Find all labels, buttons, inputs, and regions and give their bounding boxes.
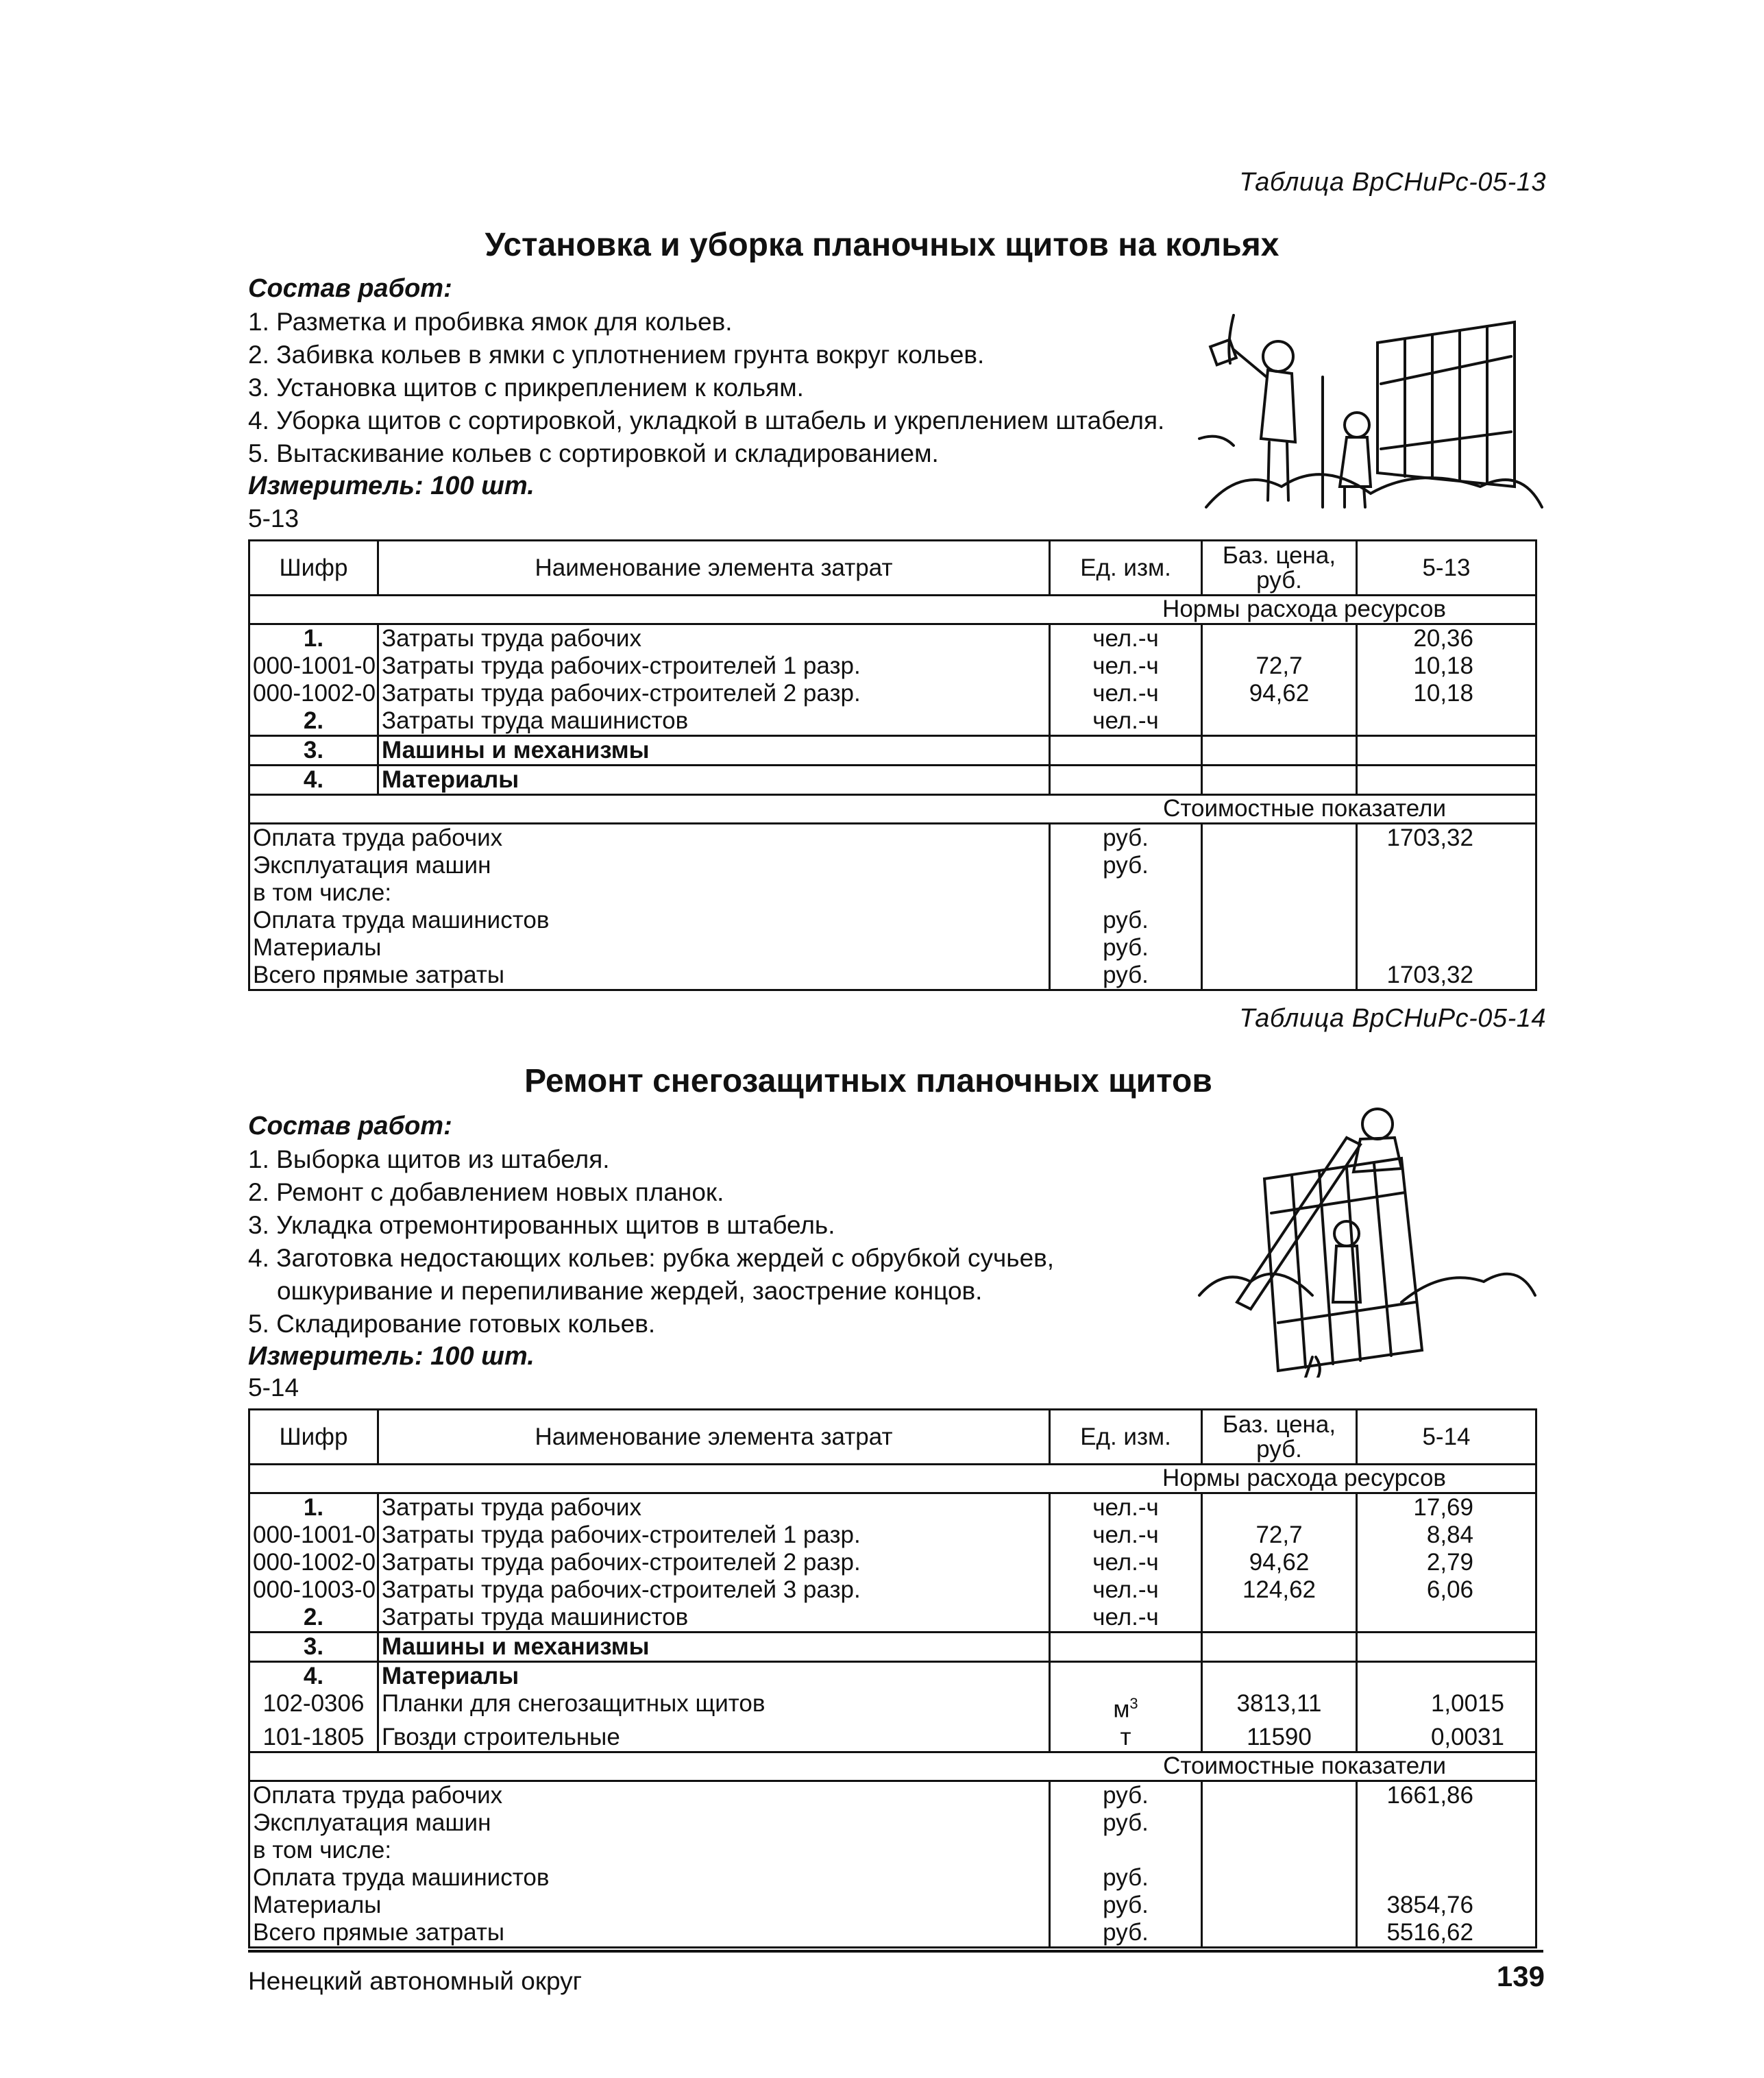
norms-table [248, 539, 1537, 991]
work-item: 1. Разметка и пробивка ямок для кольев. [248, 308, 733, 336]
cost-row: в том числе: [249, 879, 1536, 907]
work-item: 2. Забивка кольев в ямки с уплотнением грунта вокруг кольев. [248, 341, 985, 369]
cost-row: Эксплуатация машин руб. [249, 1809, 1536, 1837]
work-item: 4. Уборка щитов с сортировкой, укладкой в штабель и укреплением штабеля. [248, 406, 1165, 435]
header-code: Шифр [249, 1410, 378, 1465]
footer-divider [248, 1950, 1543, 1953]
cost-row: Эксплуатация машин руб. [249, 852, 1536, 879]
cost-band: Стоимостные показатели [249, 1752, 1536, 1781]
table-reference: Таблица ВрСНиРс-05-14 [1239, 1004, 1546, 1033]
norms-band: Нормы расхода ресурсов [249, 1465, 1536, 1493]
machines-row: 3. Машины и механизмы [249, 736, 1536, 766]
cost-row: Материалы руб. 3854,76 [249, 1892, 1536, 1919]
cost-row: Оплата труда машинистов руб. [249, 907, 1536, 934]
measurement-unit: Измеритель: 100 шт. [248, 472, 535, 500]
header-name: Наименование элемента затрат [378, 541, 1050, 596]
work-item: 5. Складирование готовых кольев. [248, 1310, 656, 1338]
table-header-row [249, 1410, 1536, 1465]
header-norm: 5-14 [1357, 1410, 1536, 1465]
header-norm: 5-13 [1357, 541, 1536, 596]
cost-band: Стоимостные показатели [249, 795, 1536, 824]
header-unit: Ед. изм. [1050, 1410, 1202, 1465]
table-row: 000-1001-0 Затраты труда рабочих-строителей 1 разр. чел.-ч 72,7 8,84 [249, 1521, 1536, 1549]
table-row: 1. Затраты труда рабочих чел.-ч 17,69 [249, 1493, 1536, 1522]
header-code: Шифр [249, 541, 378, 596]
materials-row: 4. Материалы [249, 766, 1536, 795]
table-header-row [249, 541, 1536, 596]
table-row: 000-1001-0 Затраты труда рабочих-строителей 1 разр. чел.-ч 72,7 10,18 [249, 652, 1536, 680]
norms-table [248, 1408, 1537, 1948]
materials-row: 4. Материалы [249, 1662, 1536, 1691]
section-title: Ремонт снегозащитных планочных щитов [524, 1063, 1212, 1099]
norm-code: 5-13 [248, 504, 299, 533]
header-name: Наименование элемента затрат [378, 1410, 1050, 1465]
work-item-continuation: ошкуривание и перепиливание жердей, заострение концов. [277, 1277, 983, 1305]
work-composition-list [248, 1143, 1054, 1341]
table-row: 2. Затраты труда машинистов чел.-ч [249, 707, 1536, 736]
work-item: 2. Ремонт с добавлением новых планок. [248, 1178, 724, 1206]
work-composition-label: Состав работ: [248, 1112, 452, 1140]
header-price: Баз. цена, руб. [1202, 1410, 1357, 1465]
cost-row-total: Всего прямые затраты руб. 1703,32 [249, 962, 1536, 990]
cost-row: в том числе: [249, 1837, 1536, 1864]
workers-repairing-fence-illustration [1196, 1097, 1539, 1378]
cost-row: Оплата труда машинистов руб. [249, 1864, 1536, 1892]
table-row: 000-1003-0 Затраты труда рабочих-строителей 3 разр. чел.-ч 124,62 6,06 [249, 1576, 1536, 1604]
header-price: Баз. цена, руб. [1202, 541, 1357, 596]
norms-band: Нормы расхода ресурсов [249, 596, 1536, 624]
table-row: 1. Затраты труда рабочих чел.-ч 20,36 [249, 624, 1536, 653]
work-composition-list [248, 306, 1164, 470]
cost-row: Материалы руб. [249, 934, 1536, 962]
table-row: 000-1002-0 Затраты труда рабочих-строителей 2 разр. чел.-ч 94,62 10,18 [249, 680, 1536, 707]
page-number: 139 [1496, 1960, 1545, 1992]
material-row: 102-0306 Планки для снегозащитных щитов $м^3$ 3813,11 1,0015 [249, 1690, 1536, 1724]
section-title: Установка и уборка планочных щитов на кольях [485, 227, 1279, 263]
work-item: 5. Вытаскивание кольев с сортировкой и складированием. [248, 439, 939, 467]
work-item: 4. Заготовка недостающих кольев: рубка жердей с обрубкой сучьев, [248, 1244, 1055, 1272]
workers-installing-fence-illustration [1192, 302, 1549, 528]
work-item: 3. Укладка отремонтированных щитов в штабель. [248, 1211, 835, 1239]
measurement-unit: Измеритель: 100 шт. [248, 1342, 535, 1371]
material-row: 101-1805 Гвозди строительные т 11590 0,0031 [249, 1724, 1536, 1752]
table-reference: Таблица ВрСНиРс-05-13 [1239, 168, 1546, 197]
work-composition-label: Состав работ: [248, 274, 452, 303]
table-row: 2. Затраты труда машинистов чел.-ч [249, 1604, 1536, 1633]
cost-row: Оплата труда рабочих руб. 1661,86 [249, 1781, 1536, 1809]
machines-row: 3. Машины и механизмы [249, 1633, 1536, 1662]
header-unit: Ед. изм. [1050, 541, 1202, 596]
work-item: 1. Выборка щитов из штабеля. [248, 1145, 610, 1173]
cost-row-total: Всего прямые затраты руб. 5516,62 [249, 1919, 1536, 1948]
table-row: 000-1002-0 Затраты труда рабочих-строителей 2 разр. чел.-ч 94,62 2,79 [249, 1549, 1536, 1576]
cost-row: Оплата труда рабочих руб. 1703,32 [249, 824, 1536, 853]
norm-code: 5-14 [248, 1373, 299, 1402]
work-item: 3. Установка щитов с прикреплением к кольям. [248, 374, 804, 402]
footer-region: Ненецкий автономный округ [248, 1967, 583, 1995]
